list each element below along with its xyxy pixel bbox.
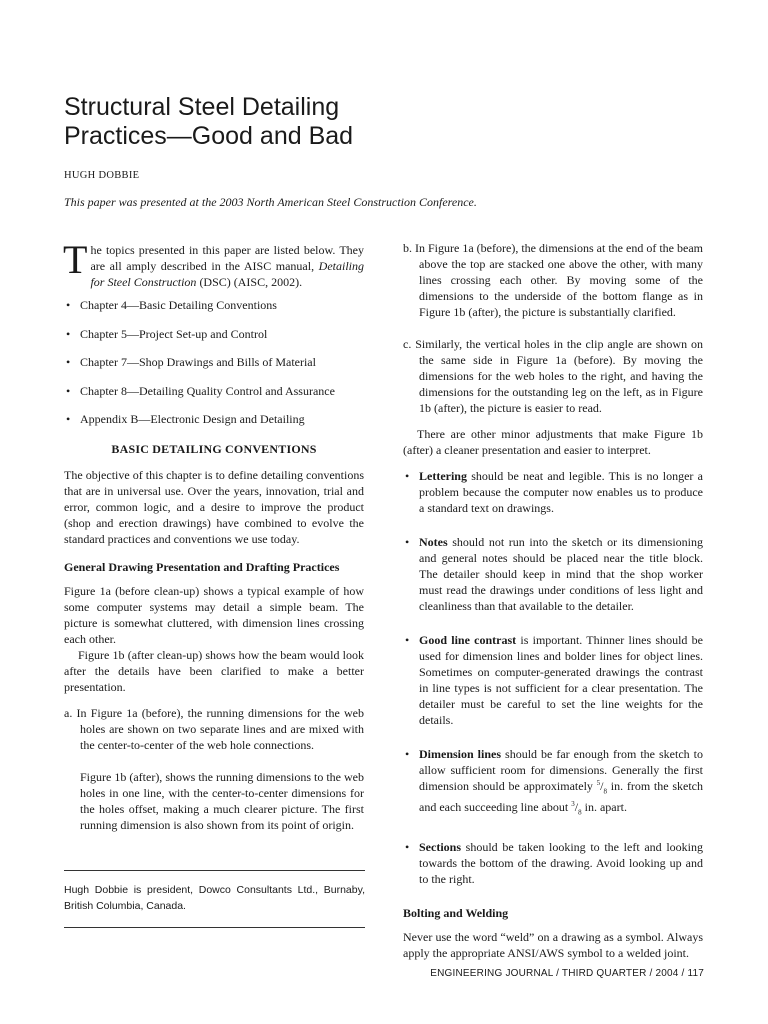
- title-line-2: Practices—Good and Bad: [64, 122, 354, 150]
- paragraph: Never use the word “weld” on a drawing as a symbol. Always apply the appropriate ANSI/AWS symbol to a welded joint.: [403, 929, 703, 960]
- section-heading: BASIC DETAILING CONVENTIONS: [111, 442, 317, 456]
- list-item: • Dimension lines should be far enough from the sketch to allow sufficient room for dimensions. Generally the first dimension should be approximately $^5/_8$ in. from the sketch and each succeeding line about $^3/_8$ in. apart.: [403, 746, 703, 821]
- list-item: • Chapter 8—Detailing Quality Control and Assurance: [64, 383, 364, 399]
- list-item: • Appendix B—Electronic Design and Detailing: [64, 411, 364, 427]
- item-a: a. In Figure 1a (before), the running dimensions for the web holes are shown on two separate lines and are mixed with the center-to-center of the web hole connections.: [64, 706, 364, 752]
- manual-title: Detailing for Steel Construction: [90, 259, 364, 289]
- article-title: [64, 93, 353, 151]
- right-column: [403, 240, 703, 961]
- subsection-heading: General Drawing Presentation and Drafting Practices: [64, 560, 340, 574]
- item-c: c. Similarly, the vertical holes in the clip angle are shown on the same side in Figure 1a (before). By moving the dimensions for the web holes to the right, and having the dimensions for the outstanding leg on the left, as in Figure 1b (after), the picture is easier to read.: [403, 337, 703, 415]
- author-footnote: Hugh Dobbie is president, Dowco Consultants Ltd., Burnaby, British Columbia, Canada.: [64, 884, 365, 912]
- term-line-contrast: Good line contrast: [419, 633, 517, 647]
- guideline-list: [403, 468, 703, 887]
- topic-list: [64, 297, 364, 427]
- section-paragraph: The objective of this chapter is to define detailing conventions that are in universal use. Over the years, innovation, trial and error, common logic, and a desire to improve the product (shop and erection drawings) have combined to evolve the standard practices and conventions we use today.: [64, 468, 364, 546]
- paragraph: There are other minor adjustments that make Figure 1b (after) a cleaner presentation and easier to interpret.: [403, 427, 703, 457]
- subsection-heading: Bolting and Welding: [403, 905, 509, 920]
- list-item: • Notes should not run into the sketch or its dimensioning and general notes should be placed near the title block. The detailer should keep in mind that the shop worker must read the drawings under conditions of less light and cleanliness than that available to the detailer.: [403, 534, 703, 614]
- list-item: • Chapter 5—Project Set-up and Control: [64, 326, 364, 342]
- list-item: • Lettering should be neat and legible. This is no longer a problem because the computer now enables us to produce a standard text on drawings.: [403, 468, 703, 516]
- term-sections: Sections: [419, 839, 461, 854]
- item-a-continued: Figure 1b (after), shows the running dimensions to the web holes in one line, with the center-to-center dimensions for the holes offset, making a much clearer picture. The first running dimension is also shown from its point of origin.: [80, 770, 364, 832]
- journal-footer: ENGINEERING JOURNAL / THIRD QUARTER / 2004 / 117: [430, 968, 704, 979]
- presentation-note: This paper was presented at the 2003 North American Steel Construction Conference.: [64, 195, 477, 209]
- term-dimension-lines: Dimension lines: [419, 747, 502, 761]
- intro-paragraph: The topics presented in this paper are listed below. They are all amply described in the AISC manual, Detailing for Steel Construction (DSC) (AISC, 2002).: [63, 237, 364, 289]
- list-item: • Chapter 4—Basic Detailing Conventions: [64, 297, 364, 313]
- list-item: • Chapter 7—Shop Drawings and Bills of Material: [64, 354, 364, 370]
- title-line-1: Structural Steel Detailing: [64, 93, 340, 121]
- author-name: HUGH DOBBIE: [64, 170, 140, 181]
- drop-cap: T: [63, 237, 88, 282]
- paragraph: Figure 1a (before clean-up) shows a typical example of how some computer systems may detail a simple beam. The picture is somewhat cluttered, with dimension lines crossing each other.: [64, 584, 364, 646]
- footnote-rule-top: [64, 870, 365, 871]
- term-lettering: Lettering: [419, 469, 467, 483]
- paragraph: Figure 1b (after clean-up) shows how the beam would look after the details have been clarified to make a better presentation.: [64, 648, 364, 694]
- term-notes: Notes: [419, 535, 448, 549]
- item-b: b. In Figure 1a (before), the dimensions at the end of the beam above the top are stacked one above the other, with many lines crossing each other. By moving some of the dimensions to the underside of the bottom flange as in Figure 1b (after), the picture is substantially clarified.: [403, 241, 703, 319]
- list-item: • Sections should be taken looking to the left and looking towards the bottom of the drawing. Avoid looking up and to the right.: [403, 839, 703, 887]
- left-column: [63, 237, 364, 833]
- list-item: • Good line contrast is important. Thinner lines should be used for dimension lines and bolder lines for object lines. Sometimes on computer-generated drawings the contrast in line types is not sufficient for a clear presentation. The detailer must be careful to set the line weights for the details.: [403, 632, 703, 728]
- footnote-rule-bottom: [64, 927, 365, 928]
